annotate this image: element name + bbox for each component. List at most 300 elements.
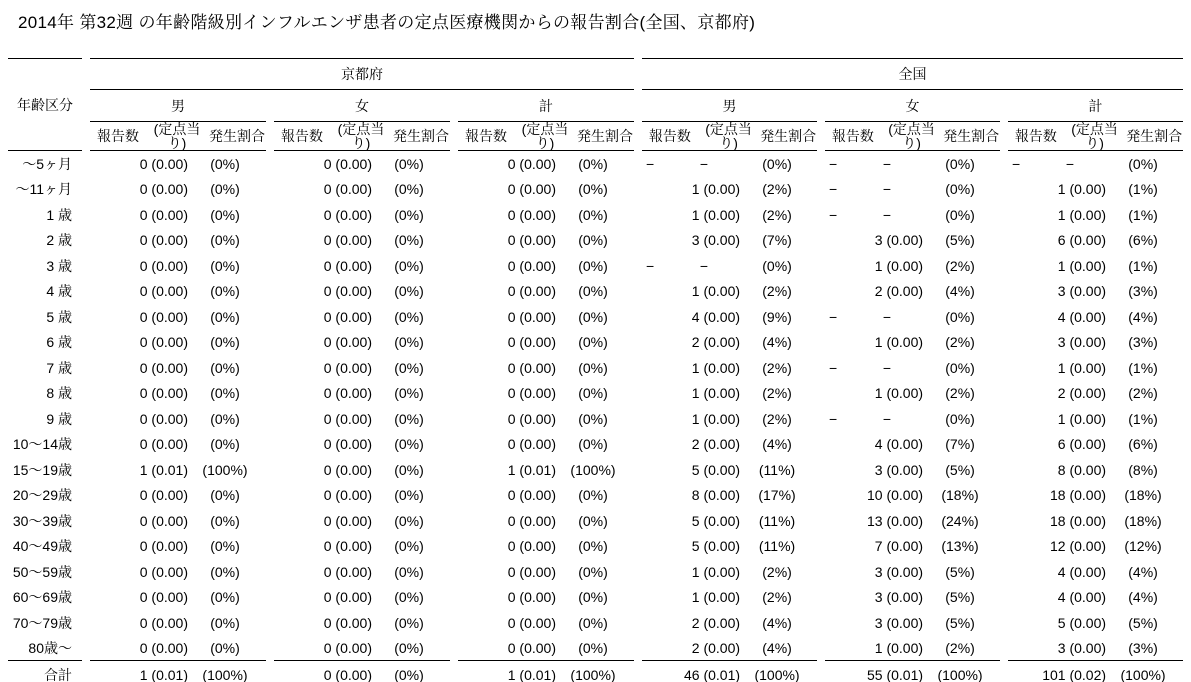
incidence-share-value: (0%) — [578, 308, 608, 325]
incidence-share-value: (0%) — [578, 436, 608, 453]
incidence-share-value: (2%) — [945, 257, 975, 274]
data-cell — [458, 483, 634, 509]
age-cell: ～5ヶ月 — [22, 155, 72, 172]
table-row — [8, 610, 1183, 636]
count-value: 1 (0.00) — [1057, 206, 1107, 223]
incidence-share-value: (0%) — [945, 206, 975, 223]
data-cell — [458, 457, 634, 483]
data-cell — [90, 508, 266, 534]
data-cell-content — [825, 386, 1000, 400]
count-value: 0 (0.00) — [139, 359, 188, 376]
count-value: 0 (0.00) — [323, 308, 372, 325]
count-value: 0 (0.00) — [323, 257, 372, 274]
data-cell-content — [458, 208, 634, 222]
measure-header — [90, 122, 266, 151]
count-value: 55 (0.01) — [866, 666, 924, 682]
count-value: 0 (0.00) — [323, 359, 372, 376]
count-value: 10 (0.00) — [866, 487, 924, 504]
count-value: 0 (0.00) — [323, 614, 372, 631]
count-value: 0 (0.00) — [507, 308, 556, 325]
data-cell — [825, 228, 1000, 254]
data-cell-content — [642, 310, 817, 324]
age-cell: 20～29歳 — [12, 487, 72, 504]
data-cell — [90, 661, 266, 682]
count-value: 3 (0.00) — [1057, 334, 1107, 351]
incidence-share-label: 発生割合 — [209, 128, 265, 144]
count-value: 0 (0.00) — [507, 283, 556, 300]
count-value: 6 (0.00) — [1057, 436, 1107, 453]
data-cell-content — [274, 157, 450, 171]
data-cell-content — [274, 310, 450, 324]
table-row — [8, 381, 1183, 407]
dash-per-sentinel: − — [882, 308, 892, 325]
count-dash — [825, 412, 923, 426]
data-cell — [90, 406, 266, 432]
count-value: 1 (0.00) — [1057, 181, 1107, 198]
dash-reports: − — [1012, 155, 1021, 172]
table-row — [8, 228, 1183, 254]
incidence-share-value: (0%) — [578, 512, 608, 529]
incidence-share-value: (100%) — [202, 666, 248, 682]
data-cell — [90, 457, 266, 483]
reports-label: 報告数 — [281, 128, 323, 144]
incidence-share-value: (0%) — [394, 436, 424, 453]
incidence-share-value: (5%) — [945, 232, 975, 249]
data-cell-content — [1008, 539, 1183, 553]
incidence-share-value: (0%) — [578, 181, 608, 198]
incidence-share-value: (5%) — [945, 461, 975, 478]
count-value: 1 (0.01) — [507, 666, 556, 682]
incidence-share-value: (1%) — [1128, 206, 1158, 223]
count-value: 0 (0.00) — [323, 639, 372, 656]
count-value: 8 (0.00) — [1057, 461, 1107, 478]
table-row — [8, 279, 1183, 305]
data-cell — [642, 559, 817, 585]
data-cell — [825, 508, 1000, 534]
data-cell-content — [642, 208, 817, 222]
region-header: 京都府 — [90, 58, 634, 90]
data-cell — [274, 483, 450, 509]
incidence-share-value: (0%) — [394, 639, 424, 656]
data-cell-content — [90, 182, 266, 196]
data-cell — [458, 508, 634, 534]
data-cell-content — [90, 668, 266, 682]
data-cell-content — [90, 437, 266, 451]
count-value: 0 (0.00) — [139, 512, 188, 529]
count-value: 0 (0.00) — [507, 334, 556, 351]
count-value: 7 (0.00) — [874, 538, 924, 555]
incidence-share-value: (0%) — [1128, 155, 1158, 172]
count-value: 1 (0.00) — [691, 359, 741, 376]
data-cell — [274, 559, 450, 585]
data-cell-content — [1008, 361, 1183, 375]
data-cell — [1008, 151, 1183, 177]
data-cell-content — [825, 335, 1000, 349]
data-cell — [458, 610, 634, 636]
incidence-share-value: (0%) — [394, 283, 424, 300]
incidence-share-value: (13%) — [941, 538, 979, 555]
count-value: 5 (0.00) — [691, 538, 741, 555]
data-cell — [458, 406, 634, 432]
count-value: 0 (0.00) — [507, 512, 556, 529]
data-cell-content — [90, 463, 266, 477]
data-cell — [825, 202, 1000, 228]
incidence-share-value: (18%) — [941, 487, 979, 504]
age-cell: 2 歳 — [46, 232, 72, 249]
data-cell — [274, 355, 450, 381]
data-cell — [90, 253, 266, 279]
data-cell-content — [1008, 157, 1183, 171]
data-cell-content — [458, 284, 634, 298]
incidence-share-label: 発生割合 — [577, 128, 633, 144]
incidence-share-value: (0%) — [210, 563, 240, 580]
incidence-share-value: (4%) — [1128, 563, 1158, 580]
data-cell — [1008, 661, 1183, 682]
incidence-share-value: (0%) — [394, 410, 424, 427]
dash-reports: − — [829, 410, 838, 427]
age-cell: 10～14歳 — [12, 436, 72, 453]
data-cell-content — [1008, 514, 1183, 528]
count-value: 3 (0.00) — [874, 232, 924, 249]
data-cell-content — [274, 284, 450, 298]
data-cell-content — [825, 463, 1000, 477]
data-cell — [458, 661, 634, 682]
data-cell — [825, 151, 1000, 177]
count-value: 1 (0.00) — [874, 334, 924, 351]
table-row — [8, 330, 1183, 356]
table-row — [8, 355, 1183, 381]
count-value: 0 (0.00) — [507, 538, 556, 555]
count-value: 3 (0.00) — [874, 461, 924, 478]
count-value: 0 (0.00) — [323, 666, 372, 682]
count-value: 5 (0.00) — [691, 461, 741, 478]
incidence-share-value: (0%) — [578, 614, 608, 631]
data-cell — [642, 508, 817, 534]
count-value: 0 (0.00) — [139, 155, 188, 172]
count-value: 1 (0.00) — [691, 410, 741, 427]
data-cell — [90, 610, 266, 636]
count-value: 0 (0.00) — [139, 436, 188, 453]
data-cell-content — [274, 182, 450, 196]
data-cell — [458, 202, 634, 228]
data-cell — [1008, 432, 1183, 458]
data-cell-content — [274, 386, 450, 400]
incidence-share-value: (0%) — [394, 308, 424, 325]
data-cell-content — [642, 616, 817, 630]
age-cell: 8 歳 — [46, 385, 72, 402]
data-cell — [1008, 355, 1183, 381]
data-cell — [458, 279, 634, 305]
data-cell-content — [642, 539, 817, 553]
data-cell-content — [1008, 284, 1183, 298]
count-value: 3 (0.00) — [1057, 283, 1107, 300]
data-cell-content — [458, 259, 634, 273]
count-value: 0 (0.00) — [323, 512, 372, 529]
count-value: 1 (0.00) — [691, 385, 741, 402]
incidence-share-value: (0%) — [394, 512, 424, 529]
count-value: 2 (0.00) — [691, 334, 741, 351]
incidence-share-value: (4%) — [762, 334, 792, 351]
incidence-share-value: (0%) — [210, 614, 240, 631]
data-cell-content — [1008, 386, 1183, 400]
incidence-share-value: (2%) — [1128, 385, 1158, 402]
data-cell-content — [642, 335, 817, 349]
data-cell — [274, 457, 450, 483]
age-cell: 7 歳 — [46, 359, 72, 376]
count-value: 0 (0.00) — [323, 334, 372, 351]
age-cell: 9 歳 — [46, 410, 72, 427]
reports-label: 報告数 — [97, 128, 139, 144]
data-cell — [1008, 534, 1183, 560]
data-cell-content — [642, 488, 817, 502]
data-cell-content — [458, 182, 634, 196]
count-value: 0 (0.00) — [323, 155, 372, 172]
incidence-share-value: (0%) — [578, 232, 608, 249]
count-dash — [1008, 157, 1106, 171]
incidence-share-value: (4%) — [762, 436, 792, 453]
age-cell: 3 歳 — [46, 257, 72, 274]
incidence-share-value: (0%) — [578, 563, 608, 580]
count-value: 101 (0.02) — [1042, 666, 1107, 682]
data-cell-content — [90, 590, 266, 604]
data-cell — [458, 330, 634, 356]
data-cell — [1008, 483, 1183, 509]
dash-per-sentinel: − — [1065, 155, 1075, 172]
data-cell-content — [1008, 335, 1183, 349]
count-value: 0 (0.00) — [507, 436, 556, 453]
count-value: 1 (0.00) — [874, 639, 924, 656]
incidence-share-value: (100%) — [570, 666, 616, 682]
incidence-share-value: (12%) — [1124, 538, 1162, 555]
page-title: 2014年 第32週 の年齢階級別インフルエンザ患者の定点医療機関からの報告割合(全国、京都府) — [18, 13, 756, 32]
dash-reports: − — [829, 181, 838, 198]
count-value: 0 (0.00) — [323, 538, 372, 555]
incidence-share-value: (6%) — [1128, 436, 1158, 453]
data-cell — [825, 355, 1000, 381]
data-cell-content — [458, 514, 634, 528]
count-value: 4 (0.00) — [1057, 308, 1107, 325]
table-head — [8, 58, 1183, 151]
incidence-share-value: (0%) — [578, 155, 608, 172]
data-cell-content — [274, 514, 450, 528]
incidence-share-value: (0%) — [210, 487, 240, 504]
data-cell-content — [458, 565, 634, 579]
count-value: 0 (0.00) — [323, 436, 372, 453]
data-cell — [1008, 304, 1183, 330]
data-cell-content — [642, 259, 817, 273]
data-cell — [274, 585, 450, 611]
data-cell — [458, 636, 634, 662]
data-cell — [642, 177, 817, 203]
data-cell — [642, 202, 817, 228]
count-value: 2 (0.00) — [874, 283, 924, 300]
data-cell-content — [642, 590, 817, 604]
data-cell — [825, 585, 1000, 611]
data-cell-content — [642, 641, 817, 655]
incidence-share-value: (4%) — [1128, 308, 1158, 325]
reports-label: 報告数 — [831, 128, 874, 144]
count-value: 1 (0.00) — [691, 206, 741, 223]
count-value: 0 (0.00) — [507, 181, 556, 198]
count-value: 0 (0.00) — [139, 232, 188, 249]
age-column-header: 年齢区分 — [8, 58, 82, 151]
data-cell-content — [458, 310, 634, 324]
incidence-share-value: (0%) — [945, 410, 975, 427]
data-cell-content — [825, 437, 1000, 451]
incidence-share-value: (11%) — [758, 461, 796, 478]
count-value: 13 (0.00) — [866, 512, 924, 529]
data-cell — [458, 559, 634, 585]
data-cell — [274, 151, 450, 177]
incidence-share-value: (0%) — [210, 257, 240, 274]
data-cell-content — [90, 514, 266, 528]
count-value: 1 (0.00) — [691, 283, 741, 300]
count-value: 1 (0.01) — [507, 461, 556, 478]
table-row — [8, 636, 1183, 662]
incidence-share-value: (0%) — [578, 206, 608, 223]
reports-label: 報告数 — [1014, 128, 1057, 144]
incidence-share-value: (0%) — [210, 334, 240, 351]
incidence-share-value: (4%) — [1128, 589, 1158, 606]
count-value: 2 (0.00) — [691, 436, 741, 453]
incidence-share-value: (100%) — [570, 461, 616, 478]
data-cell-content — [458, 488, 634, 502]
incidence-share-value: (0%) — [578, 410, 608, 427]
incidence-share-value: (0%) — [578, 639, 608, 656]
count-value: 0 (0.00) — [139, 487, 188, 504]
data-cell-content — [90, 208, 266, 222]
data-cell-content — [1008, 259, 1183, 273]
data-cell — [458, 534, 634, 560]
count-value: 0 (0.00) — [139, 410, 188, 427]
count-value: 0 (0.00) — [139, 589, 188, 606]
count-value: 0 (0.00) — [139, 334, 188, 351]
table-row — [8, 406, 1183, 432]
data-cell — [90, 228, 266, 254]
age-cell: 4 歳 — [46, 283, 72, 300]
data-cell — [825, 661, 1000, 682]
data-cell-content — [274, 233, 450, 247]
data-cell-content — [642, 284, 817, 298]
data-cell-content — [274, 463, 450, 477]
incidence-share-label: 発生割合 — [1126, 128, 1183, 144]
incidence-share-label: 発生割合 — [393, 128, 449, 144]
header-row-sex — [8, 90, 1183, 122]
data-cell — [825, 406, 1000, 432]
incidence-share-value: (0%) — [394, 589, 424, 606]
data-cell-content — [825, 284, 1000, 298]
measure-header-labels — [1008, 122, 1183, 150]
per-sentinel-label: (定点当り) — [521, 121, 569, 151]
age-cell: 5 歳 — [46, 308, 72, 325]
incidence-share-value: (0%) — [394, 487, 424, 504]
incidence-share-value: (0%) — [394, 232, 424, 249]
count-dash — [642, 259, 740, 273]
count-value: 2 (0.00) — [691, 639, 741, 656]
data-cell-content — [825, 514, 1000, 528]
data-cell — [458, 304, 634, 330]
count-value: 2 (0.00) — [1057, 385, 1107, 402]
count-value: 0 (0.00) — [139, 257, 188, 274]
data-cell — [642, 304, 817, 330]
incidence-share-value: (9%) — [762, 308, 792, 325]
count-value: 2 (0.00) — [691, 614, 741, 631]
dash-reports: − — [829, 155, 838, 172]
data-cell-content — [825, 182, 1000, 196]
data-cell — [90, 202, 266, 228]
incidence-share-value: (4%) — [762, 614, 792, 631]
measure-header-labels — [642, 122, 817, 150]
data-cell-content — [1008, 668, 1183, 682]
count-value: 1 (0.01) — [139, 666, 188, 682]
per-sentinel-label: (定点当り) — [1071, 121, 1118, 151]
table-row — [8, 661, 1183, 682]
count-value: 0 (0.00) — [323, 232, 372, 249]
incidence-share-value: (0%) — [578, 283, 608, 300]
dash-reports: − — [646, 155, 655, 172]
age-cell: 1 歳 — [46, 206, 72, 223]
age-cell: ～11ヶ月 — [15, 181, 72, 198]
incidence-share-value: (0%) — [210, 589, 240, 606]
data-cell-content — [274, 208, 450, 222]
sex-header: 計 — [1008, 90, 1183, 122]
data-cell — [825, 330, 1000, 356]
incidence-share-value: (17%) — [758, 487, 796, 504]
header-row-regions — [8, 58, 1183, 90]
count-value: 1 (0.00) — [691, 563, 741, 580]
data-cell-content — [642, 668, 817, 682]
table-row — [8, 432, 1183, 458]
incidence-share-value: (0%) — [578, 538, 608, 555]
data-cell-content — [90, 335, 266, 349]
data-cell-content — [90, 616, 266, 630]
measure-header-labels — [274, 122, 450, 150]
data-cell-content — [825, 668, 1000, 682]
data-cell-content — [825, 233, 1000, 247]
data-cell-content — [458, 590, 634, 604]
data-cell — [642, 636, 817, 662]
data-cell-content — [90, 361, 266, 375]
data-cell — [1008, 330, 1183, 356]
incidence-share-value: (5%) — [1128, 614, 1158, 631]
data-cell — [274, 304, 450, 330]
data-cell — [274, 279, 450, 305]
incidence-share-value: (7%) — [762, 232, 792, 249]
incidence-share-value: (18%) — [1124, 512, 1162, 529]
count-value: 1 (0.00) — [691, 181, 741, 198]
dash-per-sentinel: − — [699, 155, 709, 172]
data-cell — [274, 202, 450, 228]
table-row — [8, 304, 1183, 330]
count-value: 0 (0.00) — [507, 410, 556, 427]
table-wrap — [0, 58, 1191, 682]
incidence-share-value: (0%) — [394, 206, 424, 223]
incidence-share-value: (11%) — [758, 512, 796, 529]
table-row — [8, 534, 1183, 560]
data-cell — [642, 151, 817, 177]
dash-reports: − — [646, 257, 655, 274]
incidence-share-value: (0%) — [210, 181, 240, 198]
count-value: 0 (0.00) — [139, 283, 188, 300]
count-value: 46 (0.01) — [683, 666, 741, 682]
incidence-share-value: (0%) — [945, 181, 975, 198]
incidence-share-value: (0%) — [210, 283, 240, 300]
data-cell-content — [458, 668, 634, 682]
data-cell-content — [642, 233, 817, 247]
incidence-share-value: (0%) — [578, 334, 608, 351]
per-sentinel-label: (定点当り) — [888, 121, 935, 151]
data-cell — [1008, 508, 1183, 534]
